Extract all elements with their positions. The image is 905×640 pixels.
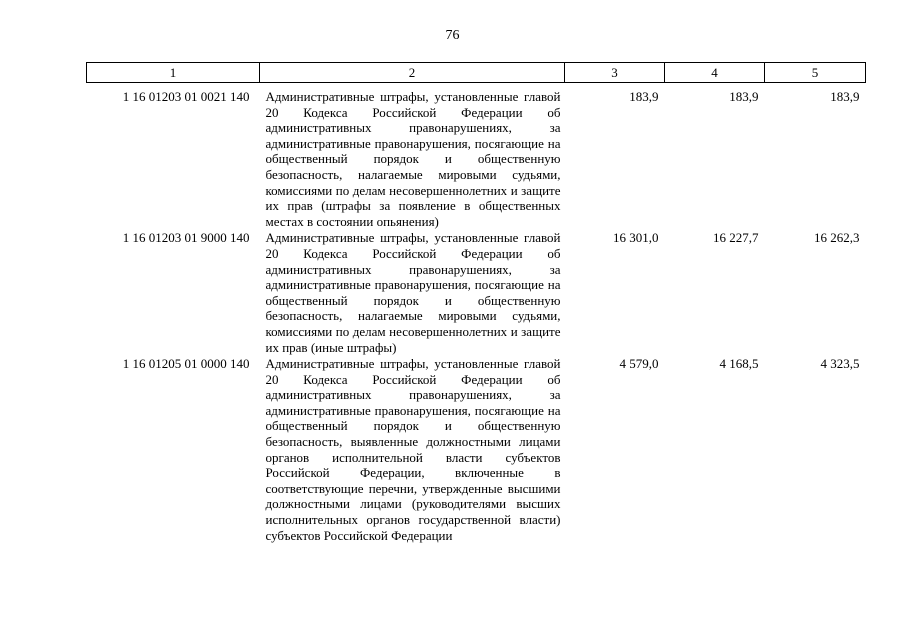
column-header-5: 5 <box>765 63 866 83</box>
budget-table <box>86 62 866 543</box>
page-number: 76 <box>445 28 460 43</box>
value-col5: 16 262,3 <box>814 230 860 246</box>
table-header <box>87 63 866 83</box>
column-header-3: 3 <box>565 63 665 83</box>
value-col4: 16 227,7 <box>713 230 759 246</box>
budget-code: 1 16 01203 01 0021 140 <box>122 89 250 104</box>
table-body <box>87 83 866 544</box>
table-row <box>87 83 866 230</box>
column-header-1: 1 <box>87 63 260 83</box>
value-col4: 4 168,5 <box>719 356 759 372</box>
column-header-2: 2 <box>260 63 565 83</box>
value-col4: 183,9 <box>729 89 759 104</box>
value-col3: 183,9 <box>629 89 659 104</box>
row-description: Административные штрафы, установленные главой 20 Кодекса Российской Федерации об административных правонарушениях, за административные правонарушения, посягающие на общественный порядок и общественную безопасность, налагаемые мировыми судьями, комиссиями по делам несовершеннолетних и защите их прав (штрафы за появление в общественных местах в состоянии опьянения) <box>265 89 561 229</box>
value-col5: 183,9 <box>830 89 860 104</box>
table-row <box>87 355 866 543</box>
row-description: Административные штрафы, установленные главой 20 Кодекса Российской Федерации об административных правонарушениях, за административные правонарушения, посягающие на общественный порядок и общественную безопасность, налагаемые мировыми судьями, комиссиями по делам несовершеннолетних и защите их прав (иные штрафы) <box>265 230 561 355</box>
column-header-4: 4 <box>665 63 765 83</box>
value-col5: 4 323,5 <box>820 356 860 372</box>
budget-code: 1 16 01205 01 0000 140 <box>122 356 250 372</box>
table-row <box>87 229 866 355</box>
budget-code: 1 16 01203 01 9000 140 <box>122 230 250 246</box>
header-row <box>87 63 866 83</box>
row-description: Административные штрафы, установленные главой 20 Кодекса Российской Федерации об административных правонарушениях, за административные правонарушения, посягающие на общественный порядок и общественную безопасность, выявленные должностными лицами органов исполнительной власти субъектов Российской Федерации, включенные в соответствующие перечни, утвержденные высшими должностными лицами (руководителями высших исполнительных органов государственной власти) субъектов Российской Федерации <box>265 356 561 543</box>
value-col3: 4 579,0 <box>619 356 659 372</box>
value-col3: 16 301,0 <box>613 230 659 246</box>
